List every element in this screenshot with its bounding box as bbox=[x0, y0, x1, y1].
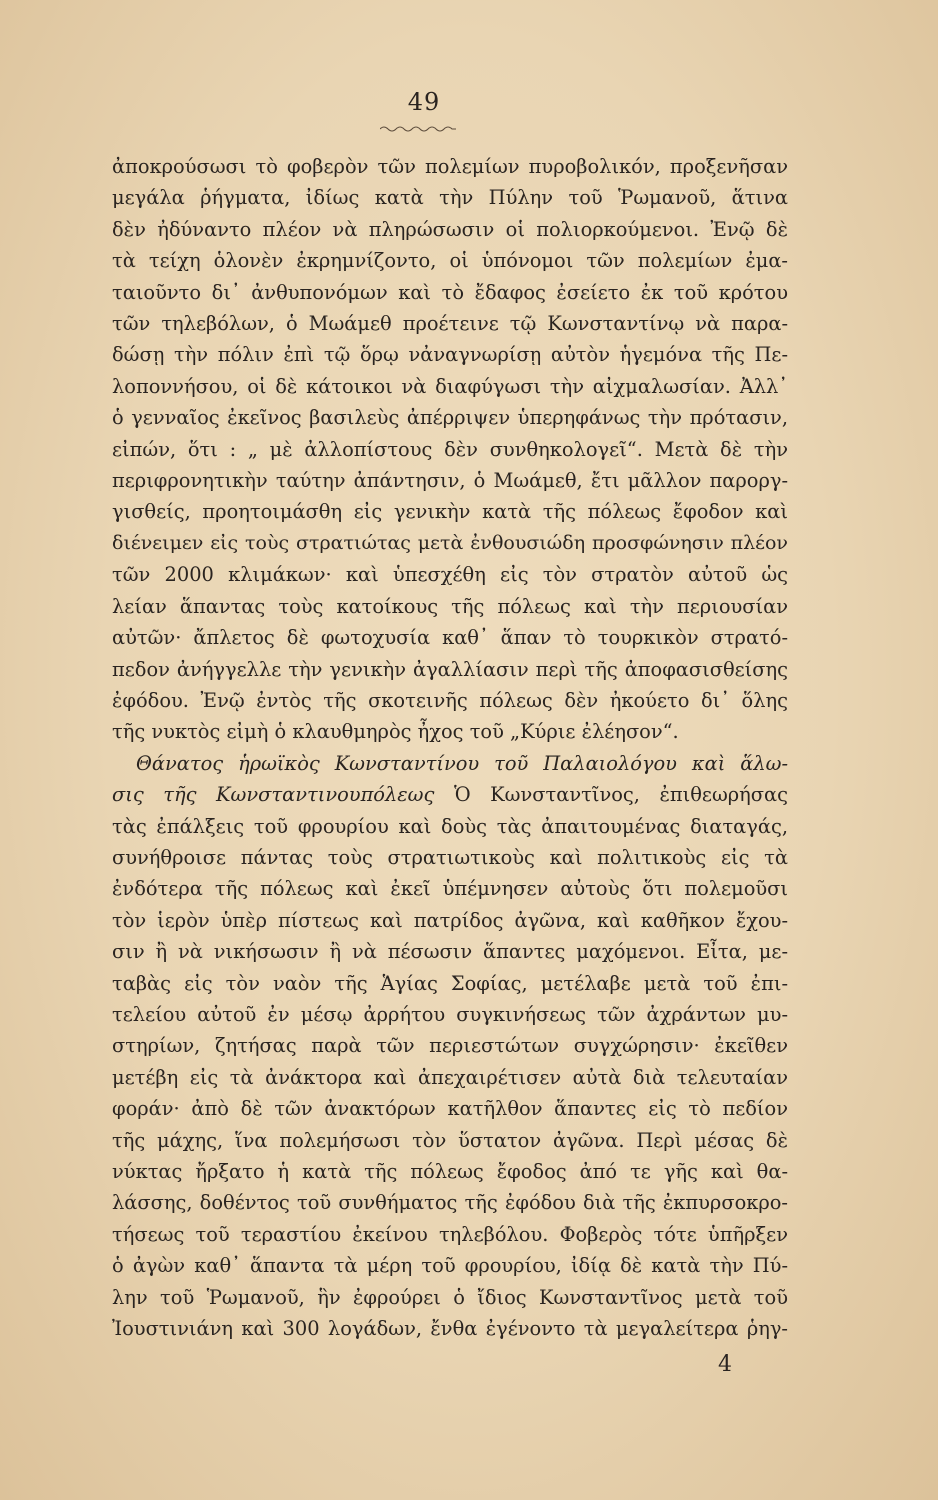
text-line: ἀποκρούσωσι τὸ φοβερὸν τῶν πολεμίων πυροβολικόν, προξενῆσαν bbox=[112, 155, 788, 178]
text-line: λάσσης, δοθέντος τοῦ συνθήματος τῆς ἐφόδου διὰ τῆς ἐκπυρσοκρο- bbox=[112, 1191, 788, 1215]
text-line: τῶν 2000 κλιμάκων· καὶ ὑπεσχέθη εἰς τὸν στρατὸν αὐτοῦ ὡς bbox=[112, 563, 788, 587]
text-line: δώσῃ τὴν πόλιν ἐπὶ τῷ ὅρῳ νἀναγνωρίσῃ αὐτὸν ἡγεμόνα τῆς Πε- bbox=[112, 343, 788, 367]
text-line: ἐφόδου. Ἐνῷ ἐντὸς τῆς σκοτεινῆς πόλεως δὲν ἠκούετο δι᾽ ὅλης bbox=[112, 688, 788, 712]
text-line: μεγάλα ῥήγματα, ἰδίως κατὰ τὴν Πύλην τοῦ Ῥωμανοῦ, ἅτινα bbox=[112, 186, 788, 210]
text-line: τελείου αὐτοῦ ἐν μέσῳ ἀρρήτου συγκινήσεως τῶν ἀχράντων μυ- bbox=[112, 1002, 788, 1026]
text-line: τήσεως τοῦ τεραστίου ἐκείνου τηλεβόλου. Φοβερὸς τότε ὑπῆρξεν bbox=[112, 1222, 788, 1246]
section-heading-line bbox=[112, 779, 788, 810]
text-line: σιν ἢ νὰ νικήσωσιν ἢ νὰ πέσωσιν ἅπαντες μαχόμενοι. Εἶτα, με- bbox=[112, 940, 788, 964]
section-heading-title-continued: σις τῆς Κωνσταντινουπόλεως bbox=[112, 783, 435, 807]
signature-mark: 4 bbox=[718, 1352, 732, 1377]
text-line: λοποννήσου, οἱ δὲ κάτοικοι νὰ διαφύγωσι τὴν αἰχμαλωσίαν. Ἀλλ᾽ bbox=[112, 374, 788, 398]
ornament-rule bbox=[380, 124, 456, 132]
text-line: εἰπών, ὅτι : „ μὲ ἀλλοπίστους δὲν συνθηκολογεῖ“. Μετὰ δὲ τὴν bbox=[112, 437, 788, 461]
text-line: νύκτας ἤρξατο ἡ κατὰ τῆς πόλεως ἔφοδος ἀπό τε γῆς καὶ θα- bbox=[112, 1160, 788, 1183]
text-line: περιφρονητικὴν ταύτην ἀπάντησιν, ὁ Μωάμεθ, ἔτι μᾶλλον παροργ- bbox=[112, 469, 788, 493]
text-line: φοράν· ἀπὸ δὲ τῶν ἀνακτόρων κατῆλθον ἅπαντες εἰς τὸ πεδίον bbox=[112, 1097, 788, 1121]
text-line: τὰ τείχη ὁλονὲν ἐκρημνίζοντο, οἱ ὑπόνομοι τῶν πολεμίων ἐμα- bbox=[112, 249, 788, 273]
text-line: τῶν τηλεβόλων, ὁ Μωάμεθ προέτεινε τῷ Κωνσταντίνῳ νὰ παρα- bbox=[112, 312, 788, 336]
text-line: ὁ γενναῖος ἐκεῖνος βασιλεὺς ἀπέρριψεν ὑπερηφάνως τὴν πρότασιν, bbox=[112, 406, 788, 430]
text-line: τῆς μάχης, ἵνα πολεμήσωσι τὸν ὕστατον ἀγῶνα. Περὶ μέσας δὲ bbox=[112, 1128, 788, 1152]
text-line: Ἰουστινιάνη καὶ 300 λογάδων, ἔνθα ἐγένοντο τὰ μεγαλείτερα ῥηγ- bbox=[112, 1317, 788, 1341]
page-number: 49 bbox=[407, 88, 441, 116]
text-line: τὰς ἐπάλξεις τοῦ φρουρίου καὶ δοὺς τὰς ἀπαιτουμένας διαταγάς, bbox=[112, 814, 788, 838]
section-heading-line bbox=[112, 748, 788, 779]
section-heading-title: Θάνατος ἡρωϊκὸς Κωνσταντίνου τοῦ Παλαιολόγου καὶ ἅλω- bbox=[136, 751, 788, 775]
text-line: ταβὰς εἰς τὸν ναὸν τῆς Ἁγίας Σοφίας, μετέλαβε μετὰ τοῦ ἐπι- bbox=[112, 971, 788, 995]
text-line: αὐτῶν· ἄπλετος δὲ φωτοχυσία καθ᾽ ἅπαν τὸ τουρκικὸν στρατό- bbox=[112, 626, 788, 650]
text-line: διένειμεν εἰς τοὺς στρατιώτας μετὰ ἐνθουσιώδη προσφώνησιν πλέον bbox=[112, 531, 788, 554]
text-line: στηρίων, ζητήσας παρὰ τῶν περιεστώτων συγχώρησιν· ἐκεῖθεν bbox=[112, 1034, 788, 1058]
text-line: ὁ ἀγὼν καθ᾽ ἅπαντα τὰ μέρη τοῦ φρουρίου, ἰδίᾳ δὲ κατὰ τὴν Πύ- bbox=[112, 1254, 788, 1278]
text-line: πεδον ἀνήγγελλε τὴν γενικὴν ἀγαλλίασιν περὶ τῆς ἀποφασισθείσης bbox=[112, 657, 788, 681]
text-line: δὲν ἠδύναντο πλέον νὰ πληρώσωσιν οἱ πολιορκούμενοι. Ἐνῷ δὲ bbox=[112, 217, 788, 241]
section-first-line-text: Ὁ Κωνσταντῖνος, ἐπιθεωρήσας bbox=[453, 783, 788, 807]
body-text bbox=[112, 151, 788, 1344]
text-line: τῆς νυκτὸς εἰμὴ ὁ κλαυθμηρὸς ἦχος τοῦ „Κύριε ἐλέησον“. bbox=[112, 720, 679, 744]
text-line: λείαν ἅπαντας τοὺς κατοίκους τῆς πόλεως καὶ τὴν περιουσίαν bbox=[112, 594, 788, 618]
text-line: συνήθροισε πάντας τοὺς στρατιωτικοὺς καὶ πολιτικοὺς εἰς τὰ bbox=[112, 845, 788, 869]
text-line: γισθείς, προητοιμάσθη εἰς γενικὴν κατὰ τῆς πόλεως ἔφοδον καὶ bbox=[112, 500, 788, 524]
text-line: λην τοῦ Ῥωμανοῦ, ἣν ἐφρούρει ὁ ἴδιος Κωνσταντῖνος μετὰ τοῦ bbox=[112, 1285, 788, 1309]
text-line: ταιοῦντο δι᾽ ἀνθυπονόμων καὶ τὸ ἔδαφος ἐσείετο ἐκ τοῦ κρότου bbox=[112, 280, 788, 304]
text-line: ἐνδότερα τῆς πόλεως καὶ ἐκεῖ ὑπέμνησεν αὐτοὺς ὅτι πολεμοῦσι bbox=[112, 877, 788, 901]
text-line: μετέβη εἰς τὰ ἀνάκτορα καὶ ἀπεχαιρέτισεν αὐτὰ διὰ τελευταίαν bbox=[112, 1065, 788, 1089]
text-line: τὸν ἱερὸν ὑπὲρ πίστεως καὶ πατρίδος ἀγῶνα, καὶ καθῆκον ἔχου- bbox=[112, 908, 788, 932]
